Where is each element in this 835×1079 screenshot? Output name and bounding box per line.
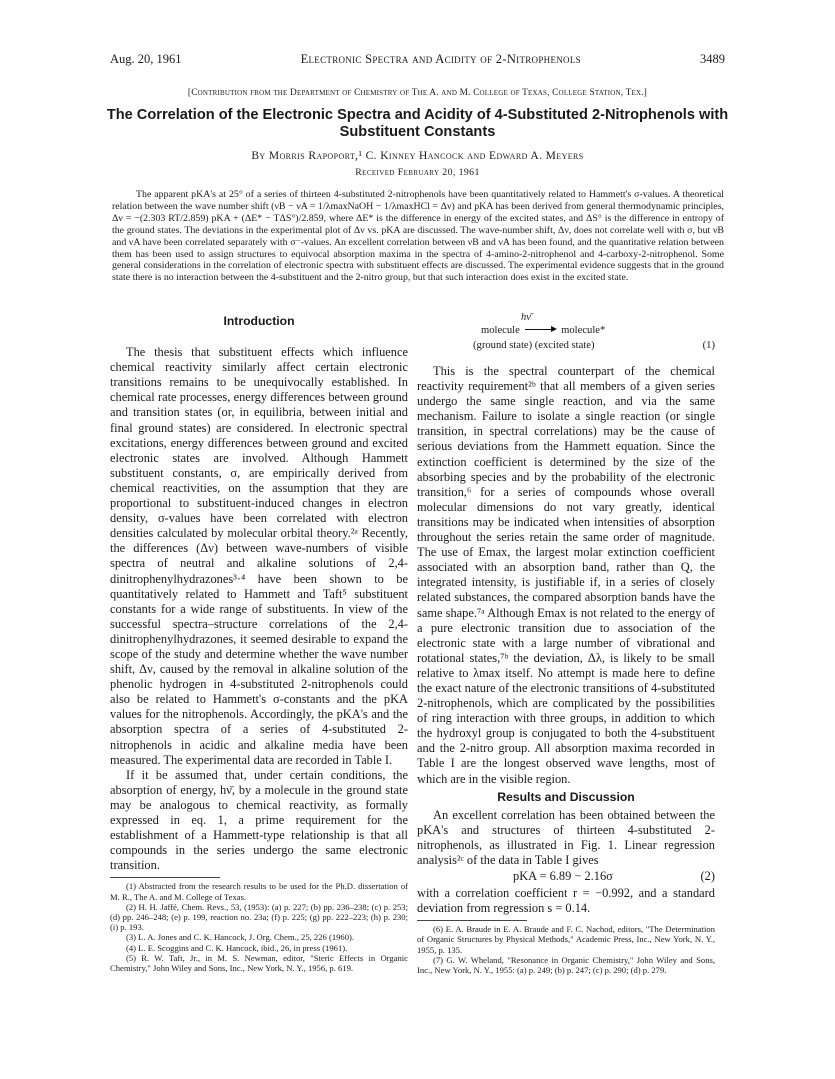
equation-formula: pKA = 6.89 − 2.16σ bbox=[513, 869, 613, 884]
results-paragraph: with a correlation coefficient r = −0.992, and a standard deviation from regression s = 0.14. bbox=[417, 886, 715, 916]
equation-number: (1) bbox=[702, 340, 715, 351]
footnote: (4) L. E. Scoggins and C. K. Hancock, ibid., 26, in press (1961). bbox=[126, 942, 348, 953]
intro-paragraph: If it be assumed that, under certain conditions, the absorption of energy, hν̄, by a molecule in the ground state may be analogous to chemical reactivity, as formally expressed in eq. 1, a prime requirement for the establishment of a Hammett-type relationship is that all compounds in the series undergo the same electronic transition. bbox=[110, 767, 408, 873]
issue-date: Aug. 20, 1961 bbox=[110, 52, 182, 66]
contribution-line: [Contribution from the Department of Chemistry of The A. and M. College of Texas, College Station, Tex.] bbox=[187, 88, 648, 98]
article-title: The Correlation of the Electronic Spectra and Acidity of 4-Substituted 2-Nitrophenols with Substituent Constants bbox=[106, 107, 729, 140]
footnote: (2) H. H. Jaffé, Chem. Revs., 53, (1953): (a) p. 227; (b) pp. 236–238; (c) p. 253; (d) pp. 246–248; (e) p. 199, reaction no. 23a; (f) p. 225; (g) pp. 222–223; (h) p. 230; (i) p. 193. bbox=[110, 901, 408, 933]
introduction-heading: Introduction bbox=[223, 314, 295, 328]
reaction-scheme bbox=[417, 314, 715, 364]
abstract: The apparent pKA's at 25° of a series of thirteen 4-substituted 2-nitrophenols have been quantitatively related to Hammett's σ-values. A theoretical relation between the wave number shift (νB − νA = 1/λmaxNaOH − 1/λmaxHCl = Δν) and pKA has been derived from general thermodynamic principles, Δν = −(2.303 RT/2.859) pKA + (ΔE* − TΔS°)/2.859, where ΔE* is the difference in energy of the excited states, and ΔS° is the difference in entropy of the ground states. The deviations in the experimental plot of Δν vs. pKA are discussed. The wave-number shift, Δν, does not correlate well with σ, but νB and νA have been correlated separately with σ⁻-values. An excellent correlation between νB and νA has been found, and the quantitative relation between them has been used to assign structures to equivocal absorption maxima in the spectra of 4-amino-2-nitrophenol and 4-carboxy-2-nitrophenol. Some general considerations in the correlation of electronic spectra with substituent effects are discussed. The experimental evidence suggests that in the ground state there is no interaction between the 4-substituent and the 2-nitro group, but that such interaction does exist in the excited state. bbox=[112, 189, 724, 284]
body-paragraph: This is the spectral counterpart of the chemical reactivity requirement²ᵇ that all members of a given series undergo the same single reaction, and via the same mechanism. Failure to isolate a single reaction (or single transition, in spectral correlations) may be the cause of serious deviations from the Hammett equation. Since the extinction coefficient is determined by the size of the absorbing species and by the probability of the electronic transition,⁶ for a series of compounds whose overall molecular dimensions do not vary greatly, identical transitions may be indicated when intensities of absorption throughout the series retain the same order of magnitude. The use of Emax, the largest molar extinction coefficient associated with an absorption band, rather than Q, the integrated intensity, is justifiable if, in a series of closely related substances, the compared absorption bands have the same shape.⁷ᵃ Although Emax is not related to the energy of a pure electronic transition due to association of the electronic state with a large number of vibrational and rotational states,⁷ᵇ the deviation, Δλ, is likely to be small relative to λmax itself. No attempt is made here to define the exact nature of the electronic transitions of 4-substituted 2-nitrophenols, which are complicated by the possibilities of ring interaction with three groups, in addition to which the hydroxyl group is conjugated to both the 4-substituent and the 2-nitro group. All absorption maxima recorded in Table I are the longest observed wave lengths, most of which are in the visible region. bbox=[417, 364, 715, 786]
running-header bbox=[110, 52, 725, 67]
intro-paragraph: The thesis that substituent effects which influence chemical reactivity similarly affect certain electronic transitions remains to be unequivocally established. In chemical rate processes, energy differences between ground and transition states (or, in equilibria, between initial and final ground states) are considered. In electronic spectral excitations, energy differences between ground and excited electronic states are involved. Although Hammett substituent constants, σ, are empirically derived from chemical reactivities, on the assumption that they are proportional to substituent-induced changes in electron density, σ-values have been correlated with electron densities calculated by molecular orbital theory.²ᵃ Recently, the differences (Δν) between wave-numbers of visible spectra of neutral and alkaline solutions of 2,4-dinitrophenylhydrazones³·⁴ have been shown to be quantitatively related to Hammett and Taft⁵ substituent constants for a wide range of substituents. In view of the successful spectra–structure correlations of the 2,4-dinitrophenylhydrazones, it seemed desirable to expand the scope of the study and determine whether the wave number shift, Δν, caused by the removal in alkaline solution of the phenolic hydrogen in 4-substituted 2-nitrophenols could also be related to Hammett's σ-constants and the pKA values for the nitrophenols. Accordingly, the pKA's and the absorption spectra of a series of 4-substituted 2-nitrophenols in acidic and alkaline media have been measured. The experimental data are recorded in Table I. bbox=[110, 345, 408, 767]
footnote-divider bbox=[417, 920, 527, 921]
results-paragraph: An excellent correlation has been obtained between the pKA's and structures of thirteen 4-substituted 2-nitrophenols, as illustrated in Fig. 1. Linear regression analysis²ᶜ of the data in Table I gives bbox=[417, 807, 715, 867]
footnote: (3) L. A. Jones and C. K. Hancock, J. Org. Chem., 25, 226 (1960). bbox=[126, 932, 355, 943]
footnote: (7) G. W. Wheland, "Resonance in Organic Chemistry," John Wiley and Sons, Inc., New York, N. Y., 1955: (a) p. 249; (b) p. 247; (c) p. 290; (d) p. 279. bbox=[417, 954, 715, 976]
received-date: Received February 20, 1961 bbox=[355, 167, 480, 178]
results-heading: Results and Discussion bbox=[497, 789, 635, 804]
author-line: By Morris Rapoport,¹ C. Kinney Hancock and Edward A. Meyers bbox=[251, 150, 584, 162]
left-column bbox=[110, 314, 408, 973]
footnote: (6) E. A. Braude in E. A. Braude and F. C. Nachod, editors, "The Determination of Organic Structures by Physical Methods," Academic Press, Inc., New York, N. Y., 1955, p. 135. bbox=[417, 924, 715, 955]
product-label: molecule* bbox=[561, 325, 606, 336]
footnote: (1) Abstracted from the research results to be used for the Ph.D. dissertation of M. R., The A. and M. College of Texas. bbox=[110, 881, 408, 902]
regression-equation bbox=[417, 868, 715, 886]
reactant-label: molecule bbox=[481, 325, 520, 336]
page-number: 3489 bbox=[700, 52, 725, 66]
scheme-states: (ground state) (excited state) bbox=[473, 340, 595, 351]
footnote-divider bbox=[110, 877, 220, 878]
reaction-arrow-icon bbox=[525, 329, 555, 330]
right-column bbox=[417, 314, 715, 975]
equation-number: (2) bbox=[700, 869, 715, 884]
footnote: (5) R. W. Taft, Jr., in M. S. Newman, editor, "Steric Effects in Organic Chemistry," John Wiley and Sons, Inc., New York, N. Y., 1956, p. 619. bbox=[110, 952, 408, 973]
scheme-molecules bbox=[481, 323, 605, 338]
photon-energy-label: hν̄ bbox=[521, 312, 531, 323]
running-title: Electronic Spectra and Acidity of 2-Nitrophenols bbox=[300, 52, 581, 66]
